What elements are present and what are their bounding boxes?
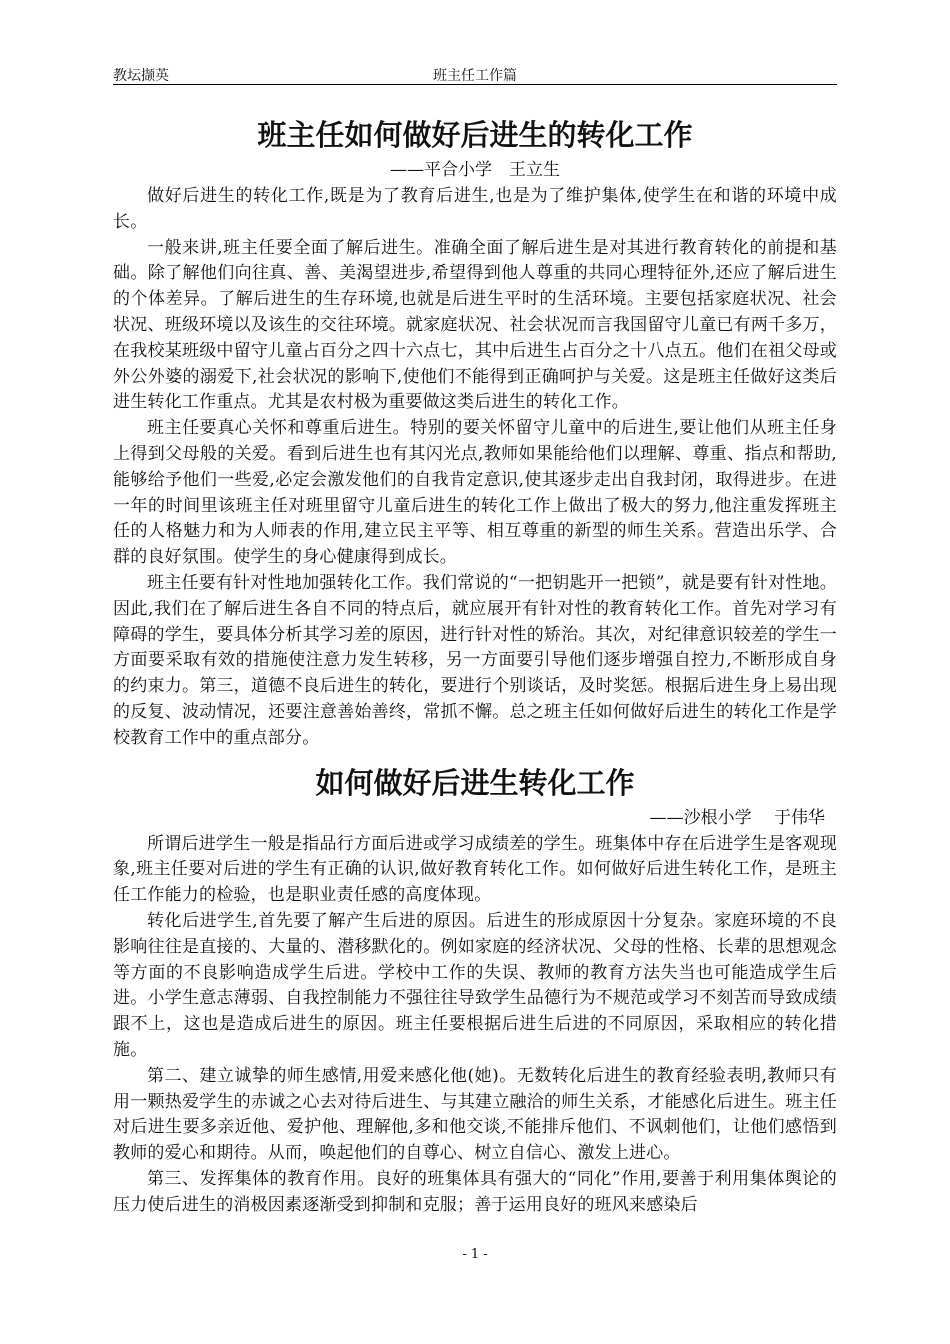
header-rule	[113, 84, 837, 85]
header-left-text: 教坛撷英	[113, 68, 169, 84]
article-2-title: 如何做好后进生转化工作	[315, 765, 635, 800]
article-2-paragraph: 转化后进学生,首先要了解产生后进的原因。后进生的形成原因十分复杂。家庭环境的不良影响往往是直接的、大量的、潜移默化的。例如家庭的经济状况、父母的性格、长辈的思想观念等方面的不良影响造成学生后进。学校中工作的失误、教师的教育方法失当也可能造成学生后进。小学生意志薄弱、自我控制能力不强往往导致学生品德行为不规范或学习不刻苦而导致成绩跟不上，这也是造成后进生的原因。班主任要根据后进生后进的不同原因，采取相应的转化措施。	[113, 910, 837, 1060]
header-center-text: 班主任工作篇	[433, 68, 517, 84]
article-1-paragraph: 做好后进生的转化工作,既是为了教育后进生,也是为了维护集体,使学生在和谐的环境中成长。	[113, 186, 837, 232]
article-1-paragraph: 班主任要有针对性地加强转化工作。我们常说的“一把钥匙开一把锁”，就是要有针对性地。因此,我们在了解后进生各自不同的特点后，就应展开有针对性的教育转化工作。首先对学习有障碍的学生，要具体分析其学习差的原因，进行针对性的矫治。其次，对纪律意识较差的学生一方面要采取有效的措施使注意力发生转移，另一方面要引导他们逐步增强自控力,不断形成自身的约束力。第三，道德不良后进生的转化，要进行个别谈话，及时奖惩。根据后进生身上易出现的反复、波动情况，还要注意善始善终，常抓不懈。总之班主任如何做好后进生的转化工作是学校教育工作中的重点部分。	[113, 572, 837, 748]
article-2-paragraph: 所谓后进学生一般是指品行方面后进或学习成绩差的学生。班集体中存在后进学生是客观现象,班主任要对后进的学生有正确的认识,做好教育转化工作。如何做好后进生转化工作，是班主任工作能力的检验，也是职业责任感的高度体现。	[113, 833, 837, 906]
article-2-paragraph: 第三、发挥集体的教育作用。良好的班集体具有强大的“同化”作用,要善于利用集体舆论的压力使后进生的消极因素逐渐受到抑制和克服；善于运用良好的班风来感染后	[113, 1168, 837, 1215]
article-1-title: 班主任如何做好后进生的转化工作	[257, 118, 693, 152]
article-1-paragraph: 班主任要真心关怀和尊重后进生。特别的要关怀留守儿童中的后进生,要让他们从班主任身上得到父母般的关爱。看到后进生也有其闪光点,教师如果能给他们以理解、尊重、指点和帮助,能够给予他们一些爱,必定会激发他们的自我肯定意识,使其逐步走出自我封闭，取得进步。在进一年的时间里该班主任对班里留守儿童后进生的转化工作上做出了极大的努力,他注重发挥班主任的人格魅力和为人师表的作用,建立民主平等、相互尊重的新型的师生关系。营造出乐学、合群的良好氛围。使学生的身心健康得到成长。	[113, 418, 837, 568]
article-1-paragraph: 一般来讲,班主任要全面了解后进生。准确全面了解后进生是对其进行教育转化的前提和基础。除了解他们向往真、善、美渴望进步,希望得到他人尊重的共同心理特征外,还应了解后进生的个体差异。了解后进生的生存环境,也就是后进生平时的生活环境。主要包括家庭状况、社会状况、班级环境以及该生的交往环境。就家庭状况、社会状况而言我国留守儿童已有两千多万，在我校某班级中留守儿童占百分之四十六点七，其中后进生占百分之十八点五。他们在祖父母或外公外婆的溺爱下,社会状况的影响下,使他们不能得到正确呵护与关爱。这是班主任做好这类后进生转化工作重点。尤其是农村极为重要做这类后进生的转化工作。	[113, 237, 837, 413]
article-1	[113, 112, 837, 752]
article-2-author: ——沙根小学 于伟华	[649, 807, 825, 828]
page-number: - 1 -	[462, 1247, 488, 1262]
article-1-author: ——平合小学 王立生	[390, 160, 560, 180]
document-body	[113, 112, 837, 1218]
page-header	[113, 66, 837, 86]
article-2-paragraph: 第二、建立诚挚的师生感情,用爱来感化他(她)。无数转化后进生的教育经验表明,教师只有用一颗热爱学生的赤诚之心去对待后进生、与其建立融洽的师生关系，才能感化后进生。班主任对后进生要多亲近他、爱护他、理解他,多和他交谈,不能排斥他们、不讽刺他们，让他们感悟到教师的爱心和期待。从而，唤起他们的自尊心、树立自信心、激发上进心。	[113, 1065, 837, 1164]
article-2	[113, 760, 837, 1219]
